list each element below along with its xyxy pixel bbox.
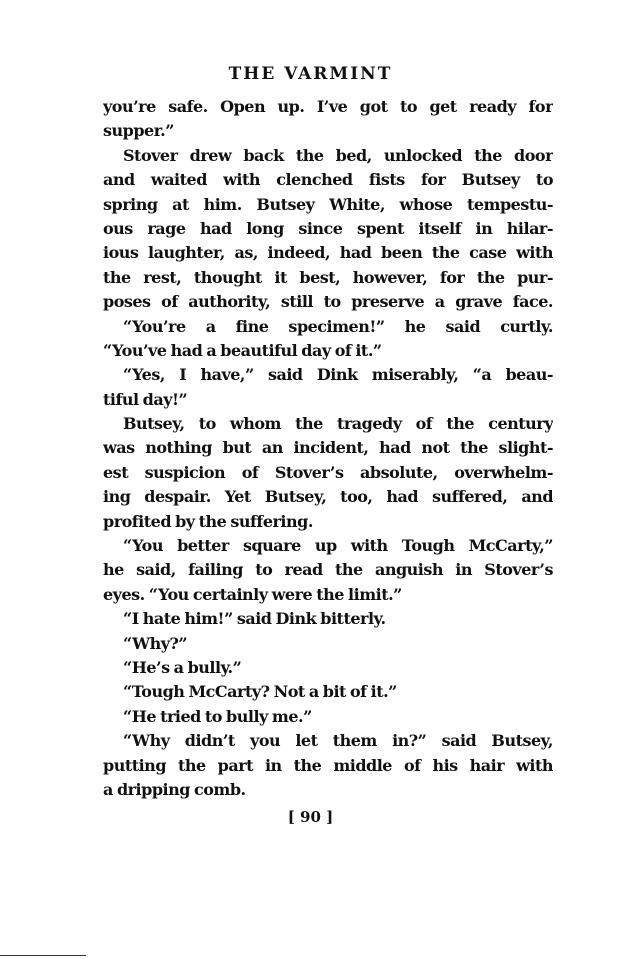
text-line: ing despair. Yet Butsey, too, had suffered, and <box>103 487 553 507</box>
text-line: he said, failing to read the anguish in Stover’s <box>103 560 553 580</box>
text-line: “Why didn’t you let them in?” said Butsey, <box>123 731 553 751</box>
text-line: you’re safe. Open up. I’ve got to get ready for <box>103 97 553 116</box>
text-line: spring at him. Butsey White, whose tempestu- <box>103 194 553 214</box>
text-line: ous rage had long since spent itself in hilar- <box>103 218 553 238</box>
text-line: Butsey, to whom the tragedy of the century <box>123 414 553 434</box>
text-line: supper.” <box>103 121 174 141</box>
text-line: “You better square up with Tough McCarty,” <box>123 536 553 556</box>
text-line: “You’re a fine specimen!” he said curtly. <box>123 316 553 336</box>
text-line: “I hate him!” said Dink bitterly. <box>123 609 386 629</box>
text-line: poses of authority, still to preserve a grave face. <box>103 292 553 312</box>
body-text <box>103 95 553 802</box>
text-line: “Yes, I have,” said Dink miserably, “a beau- <box>123 365 553 385</box>
text-line: the rest, thought it best, however, for the pur- <box>103 267 553 287</box>
text-line: “He’s a bully.” <box>123 657 242 677</box>
corner-rule <box>0 955 86 956</box>
text-line: profited by the suffering. <box>103 511 313 531</box>
text-line: ious laughter, as, indeed, had been the case with <box>103 243 553 263</box>
text-line: “Why?” <box>123 633 188 653</box>
text-line: was nothing but an incident, had not the slight- <box>103 438 553 458</box>
text-line: putting the part in the middle of his hair with <box>103 755 553 775</box>
text-line: and waited with clenched fists for Butsey to <box>103 170 553 190</box>
text-line: a dripping comb. <box>103 779 246 799</box>
text-line: “Tough McCarty? Not a bit of it.” <box>123 682 397 702</box>
text-line: “You’ve had a beautiful day of it.” <box>103 340 382 360</box>
running-head: THE VARMINT <box>228 64 393 84</box>
text-line: eyes. “You certainly were the limit.” <box>103 584 402 604</box>
text-line: tiful day!” <box>103 389 188 409</box>
text-line: Stover drew back the bed, unlocked the door <box>123 145 553 165</box>
text-line: est suspicion of Stover’s absolute, overwhelm- <box>103 462 553 482</box>
text-line: “He tried to bully me.” <box>123 706 312 726</box>
page-number: [ 90 ] <box>287 808 334 826</box>
